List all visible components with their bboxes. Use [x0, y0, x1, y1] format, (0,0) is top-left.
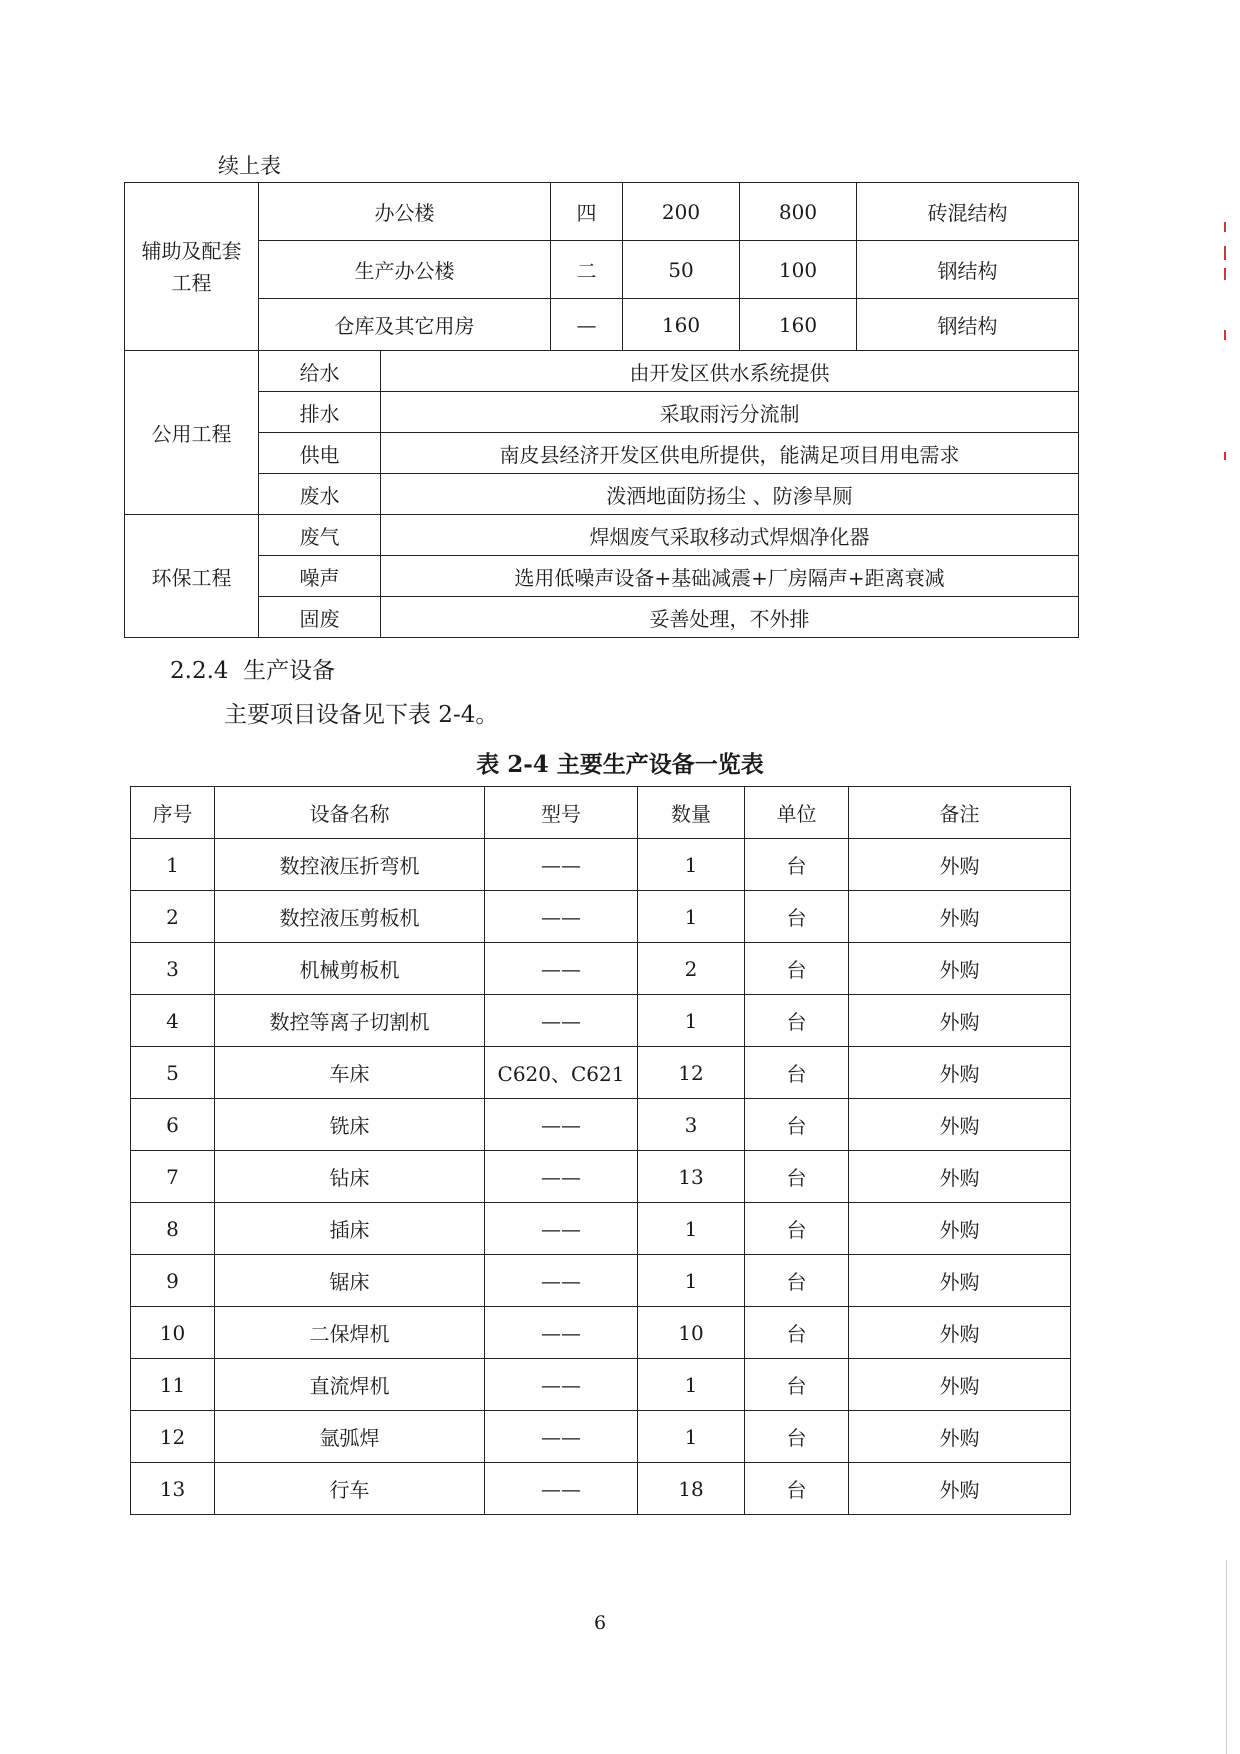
unit-cell: 台 [745, 1151, 849, 1203]
table-row [125, 299, 1079, 351]
item-cell: 排水 [259, 392, 381, 433]
remark-cell: 外购 [849, 1203, 1071, 1255]
seq-cell: 7 [131, 1151, 215, 1203]
equipment-table [130, 786, 1071, 1515]
table-row [125, 515, 1079, 556]
item-cell: 供电 [259, 433, 381, 474]
unit-cell: 台 [745, 1307, 849, 1359]
unit-cell: 台 [745, 891, 849, 943]
name-cell: 氩弧焊 [215, 1411, 485, 1463]
table-row [125, 433, 1079, 474]
seq-cell: 5 [131, 1047, 215, 1099]
name-cell: 办公楼 [259, 183, 551, 241]
model-cell: —— [485, 1203, 638, 1255]
desc-cell: 采取雨污分流制 [381, 392, 1079, 433]
remark-cell: 外购 [849, 943, 1071, 995]
body-paragraph: 主要项目设备见下表 2-4。 [224, 702, 499, 728]
building-area-cell: 100 [740, 241, 857, 299]
qty-cell: 1 [638, 995, 745, 1047]
header-cell: 数量 [638, 787, 745, 839]
desc-cell: 南皮县经济开发区供电所提供，能满足项目用电需求 [381, 433, 1079, 474]
remark-cell: 外购 [849, 839, 1071, 891]
seq-cell: 10 [131, 1307, 215, 1359]
table-row [131, 1047, 1071, 1099]
building-area-cell: 160 [740, 299, 857, 351]
structure-cell: 钢结构 [857, 241, 1079, 299]
seq-cell: 8 [131, 1203, 215, 1255]
model-cell: —— [485, 1463, 638, 1515]
floors-cell: 四 [551, 183, 623, 241]
model-cell: —— [485, 1359, 638, 1411]
section-heading: 2.2.4 生产设备 [170, 658, 336, 684]
table-row [131, 1099, 1071, 1151]
seq-cell: 6 [131, 1099, 215, 1151]
qty-cell: 10 [638, 1307, 745, 1359]
desc-cell: 由开发区供水系统提供 [381, 351, 1079, 392]
name-cell: 车床 [215, 1047, 485, 1099]
name-cell: 钻床 [215, 1151, 485, 1203]
name-cell: 数控液压折弯机 [215, 839, 485, 891]
name-cell: 行车 [215, 1463, 485, 1515]
name-cell: 数控等离子切割机 [215, 995, 485, 1047]
header-cell: 序号 [131, 787, 215, 839]
scan-edge-line [1226, 1560, 1227, 1754]
qty-cell: 1 [638, 1359, 745, 1411]
qty-cell: 1 [638, 1255, 745, 1307]
desc-cell: 选用低噪声设备+基础减震+厂房隔声+距离衰减 [381, 556, 1079, 597]
unit-cell: 台 [745, 1047, 849, 1099]
model-cell: —— [485, 943, 638, 995]
unit-cell: 台 [745, 1203, 849, 1255]
table-row [125, 597, 1079, 638]
building-area-cell: 800 [740, 183, 857, 241]
remark-cell: 外购 [849, 995, 1071, 1047]
qty-cell: 1 [638, 839, 745, 891]
unit-cell: 台 [745, 1255, 849, 1307]
name-cell: 生产办公楼 [259, 241, 551, 299]
item-cell: 废气 [259, 515, 381, 556]
item-cell: 固废 [259, 597, 381, 638]
table-row [131, 1203, 1071, 1255]
seq-cell: 4 [131, 995, 215, 1047]
remark-cell: 外购 [849, 1151, 1071, 1203]
seq-cell: 13 [131, 1463, 215, 1515]
unit-cell: 台 [745, 943, 849, 995]
model-cell: —— [485, 995, 638, 1047]
page-number: 6 [593, 1612, 607, 1634]
remark-cell: 外购 [849, 1047, 1071, 1099]
header-cell: 设备名称 [215, 787, 485, 839]
item-cell: 给水 [259, 351, 381, 392]
remark-cell: 外购 [849, 1411, 1071, 1463]
category-cell: 环保工程 [125, 515, 259, 638]
qty-cell: 1 [638, 891, 745, 943]
name-cell: 机械剪板机 [215, 943, 485, 995]
desc-cell: 妥善处理，不外排 [381, 597, 1079, 638]
name-cell: 二保焊机 [215, 1307, 485, 1359]
qty-cell: 1 [638, 1203, 745, 1255]
scan-mark [1224, 452, 1226, 460]
floors-cell: 二 [551, 241, 623, 299]
qty-cell: 3 [638, 1099, 745, 1151]
category-label: 辅助及配套工程 [141, 238, 242, 295]
category-cell [125, 183, 259, 351]
table-row [131, 891, 1071, 943]
table-row [131, 1463, 1071, 1515]
table-row [131, 1307, 1071, 1359]
qty-cell: 2 [638, 943, 745, 995]
table-row [131, 1411, 1071, 1463]
name-cell: 数控液压剪板机 [215, 891, 485, 943]
table-row [131, 943, 1071, 995]
scan-mark [1224, 246, 1226, 260]
table-title: 表 2-4 主要生产设备一览表 [476, 751, 764, 778]
seq-cell: 9 [131, 1255, 215, 1307]
qty-cell: 18 [638, 1463, 745, 1515]
name-cell: 锯床 [215, 1255, 485, 1307]
scan-mark [1224, 330, 1226, 340]
model-cell: —— [485, 1099, 638, 1151]
remark-cell: 外购 [849, 1359, 1071, 1411]
header-cell: 单位 [745, 787, 849, 839]
model-cell: —— [485, 1255, 638, 1307]
table-row [131, 1255, 1071, 1307]
floors-cell: — [551, 299, 623, 351]
model-cell: —— [485, 1411, 638, 1463]
model-cell: —— [485, 1307, 638, 1359]
model-cell: C620、C621 [485, 1047, 638, 1099]
model-cell: —— [485, 891, 638, 943]
qty-cell: 1 [638, 1411, 745, 1463]
table-header-row [131, 787, 1071, 839]
project-composition-table [124, 182, 1079, 638]
desc-cell: 泼洒地面防扬尘 、防渗旱厕 [381, 474, 1079, 515]
seq-cell: 3 [131, 943, 215, 995]
unit-cell: 台 [745, 1359, 849, 1411]
table-row [125, 556, 1079, 597]
seq-cell: 12 [131, 1411, 215, 1463]
continuation-caption: 续上表 [218, 154, 281, 178]
remark-cell: 外购 [849, 1307, 1071, 1359]
table-row [131, 1151, 1071, 1203]
header-cell: 型号 [485, 787, 638, 839]
area-cell: 160 [623, 299, 740, 351]
table-row [125, 183, 1079, 241]
seq-cell: 11 [131, 1359, 215, 1411]
remark-cell: 外购 [849, 1255, 1071, 1307]
seq-cell: 1 [131, 839, 215, 891]
name-cell: 仓库及其它用房 [259, 299, 551, 351]
table-row [125, 392, 1079, 433]
table-row [131, 995, 1071, 1047]
table-row [125, 474, 1079, 515]
remark-cell: 外购 [849, 1099, 1071, 1151]
area-cell: 50 [623, 241, 740, 299]
seq-cell: 2 [131, 891, 215, 943]
unit-cell: 台 [745, 995, 849, 1047]
model-cell: —— [485, 839, 638, 891]
scan-mark [1224, 222, 1226, 232]
header-cell: 备注 [849, 787, 1071, 839]
structure-cell: 钢结构 [857, 299, 1079, 351]
remark-cell: 外购 [849, 1463, 1071, 1515]
qty-cell: 13 [638, 1151, 745, 1203]
table-row [131, 839, 1071, 891]
name-cell: 插床 [215, 1203, 485, 1255]
desc-cell: 焊烟废气采取移动式焊烟净化器 [381, 515, 1079, 556]
qty-cell: 12 [638, 1047, 745, 1099]
item-cell: 废水 [259, 474, 381, 515]
structure-cell: 砖混结构 [857, 183, 1079, 241]
unit-cell: 台 [745, 1463, 849, 1515]
unit-cell: 台 [745, 839, 849, 891]
table-row [125, 241, 1079, 299]
name-cell: 铣床 [215, 1099, 485, 1151]
area-cell: 200 [623, 183, 740, 241]
category-cell: 公用工程 [125, 351, 259, 515]
remark-cell: 外购 [849, 891, 1071, 943]
model-cell: —— [485, 1151, 638, 1203]
unit-cell: 台 [745, 1411, 849, 1463]
table-row [125, 351, 1079, 392]
name-cell: 直流焊机 [215, 1359, 485, 1411]
table-row [131, 1359, 1071, 1411]
unit-cell: 台 [745, 1099, 849, 1151]
scan-mark [1224, 268, 1226, 280]
item-cell: 噪声 [259, 556, 381, 597]
